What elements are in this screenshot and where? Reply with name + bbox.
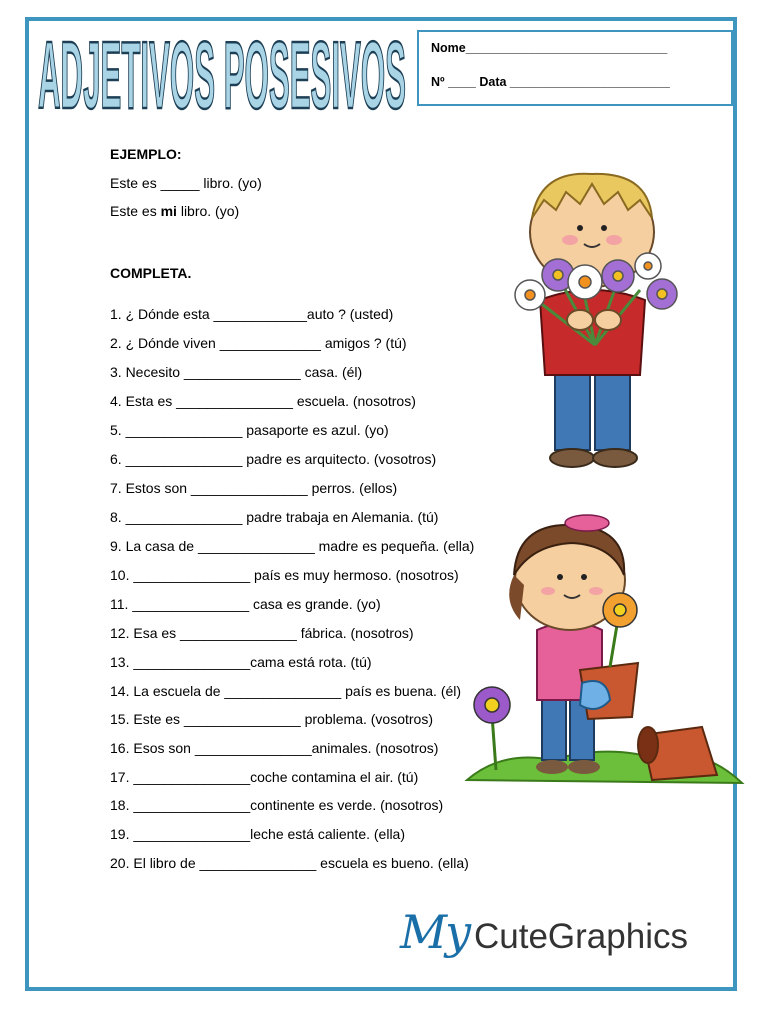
example-answer — [110, 203, 239, 219]
example-heading: EJEMPLO: — [110, 146, 182, 162]
exercise-item: 3. Necesito _______________ casa. (él) — [110, 364, 363, 380]
exercise-item: 1. ¿ Dónde esta ____________auto ? (usted) — [110, 306, 394, 322]
page-border — [25, 17, 737, 991]
exercise-item: 4. Esta es _______________ escuela. (nosotros) — [110, 393, 416, 409]
exercise-item: 2. ¿ Dónde viven _____________ amigos ? (tú) — [110, 335, 407, 351]
exercise-item: 11. _______________ casa es grande. (yo) — [110, 596, 381, 612]
exercise-item: 13. _______________cama está rota. (tú) — [110, 654, 372, 670]
example-answer-word: mi — [160, 203, 177, 219]
exercise-item: 6. _______________ padre es arquitecto. (vosotros) — [110, 451, 437, 467]
example-answer-after: libro. (yo) — [176, 203, 240, 219]
exercise-item: 9. La casa de _______________ madre es pequeña. (ella) — [110, 538, 475, 554]
exercise-item: 16. Esos son _______________animales. (nosotros) — [110, 740, 439, 756]
exercise-item: 5. _______________ pasaporte es azul. (yo) — [110, 422, 389, 438]
student-info-box — [417, 30, 733, 106]
page-title — [34, 22, 410, 120]
exercise-item: 20. El libro de _______________ escuela es bueno. (ella) — [110, 855, 469, 871]
logo-cutegraphics: CuteGraphics — [474, 917, 688, 956]
exercise-item: 8. _______________ padre trabaja en Alemania. (tú) — [110, 509, 439, 525]
mycutegraphics-logo — [400, 905, 730, 975]
exercise-item: 7. Estos son _______________ perros. (ellos) — [110, 480, 398, 496]
exercise-item: 14. La escuela de _______________ país es buena. (él) — [110, 683, 462, 699]
exercise-item: 15. Este es _______________ problema. (vosotros) — [110, 711, 433, 727]
name-field[interactable]: Nome_____________________________ — [431, 41, 668, 55]
number-date-field[interactable]: Nº ____ Data _______________________ — [431, 75, 670, 89]
girl-with-flowerpot-illustration — [462, 505, 747, 800]
exercise-item: 12. Esa es _______________ fábrica. (nosotros) — [110, 625, 414, 641]
boy-with-flowers-illustration — [500, 170, 690, 470]
example-prompt: Este es _____ libro. (yo) — [110, 175, 262, 191]
exercise-item: 19. _______________leche está caliente. (ella) — [110, 826, 406, 842]
example-answer-before: Este es — [110, 203, 161, 219]
instructions-heading: COMPLETA. — [110, 265, 192, 281]
exercise-item: 17. _______________coche contamina el air. (tú) — [110, 769, 419, 785]
exercise-item: 18. _______________continente es verde. (nosotros) — [110, 797, 444, 813]
logo-my: My — [400, 905, 470, 959]
page-title-text: ADJETIVOS POSESIVOS — [38, 22, 406, 120]
exercise-item: 10. _______________ país es muy hermoso. (nosotros) — [110, 567, 459, 583]
